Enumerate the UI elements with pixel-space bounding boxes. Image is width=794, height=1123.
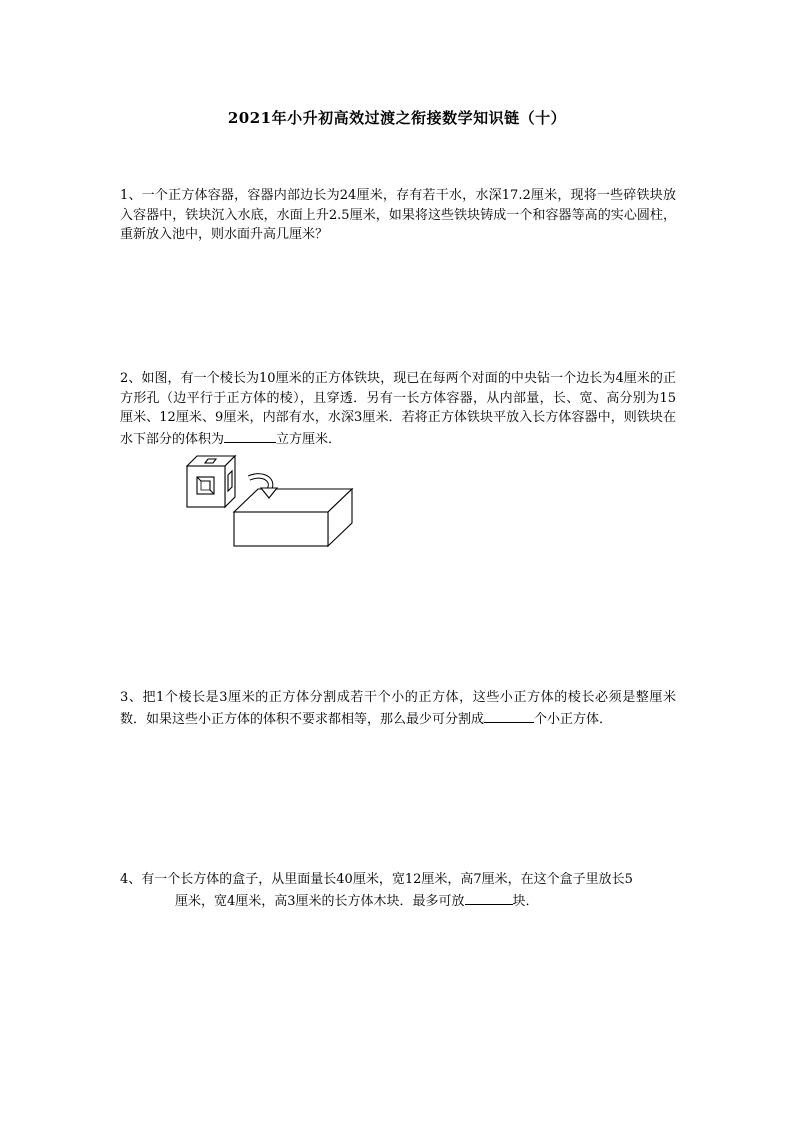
container-front-face bbox=[234, 512, 328, 546]
question-4-suffix: 块． bbox=[512, 893, 539, 909]
answer-blank-2[interactable] bbox=[224, 428, 276, 443]
question-4-line-2 bbox=[120, 890, 676, 912]
answer-blank-3[interactable] bbox=[484, 708, 534, 723]
cube-side-hole bbox=[228, 471, 232, 491]
question-4-text: 厘米，宽4厘米，高3厘米的长方体木块．最多可放 bbox=[175, 893, 465, 909]
page-title: 2021年小升初高效过渡之衔接数学知识链（十） bbox=[227, 109, 567, 127]
question-3-suffix: 个小正方体． bbox=[534, 711, 613, 727]
question-2 bbox=[120, 369, 676, 449]
question-3-text: 3、把1个棱长是3厘米的正方体分割成若干个小的正方体，这些小正方体的棱长必须是整厘米数．如果这些小正方体的体积不要求都相等，那么最少可分割成 bbox=[120, 690, 676, 727]
question-1 bbox=[120, 186, 676, 245]
cube-and-container-figure bbox=[185, 450, 357, 550]
question-4-line-1: 4、有一个长方体的盒子，从里面量长40厘米，宽12厘米，高7厘米，在这个盒子里放长5 bbox=[120, 872, 633, 887]
question-3 bbox=[120, 688, 676, 729]
question-2-text: 2、如图，有一个棱长为10厘米的正方体铁块，现已在每两个对面的中央钻一个边长为4厘米的正方形孔（边平行于正方体的棱），且穿透．另有一长方体容器，从内部量，长、宽、高分别为15厘米、12厘米、9厘米，内部有水，水深3厘米．若将正方体铁块平放入长方体容器中，则铁块在水下部分的体积为 bbox=[120, 371, 676, 447]
question-4 bbox=[120, 870, 676, 911]
answer-blank-4[interactable] bbox=[465, 890, 513, 905]
question-2-suffix: 立方厘米． bbox=[276, 431, 342, 447]
question-1-text: 1、一个正方体容器，容器内部边长为24厘米，存有若干水，水深17.2厘米，现将一些碎铁块放入容器中，铁块沉入水底，水面上升2.5厘米，如果将这些铁块铸成一个和容器等高的实心圆柱，重新放入池中，则水面升高几厘米？ bbox=[120, 188, 676, 242]
